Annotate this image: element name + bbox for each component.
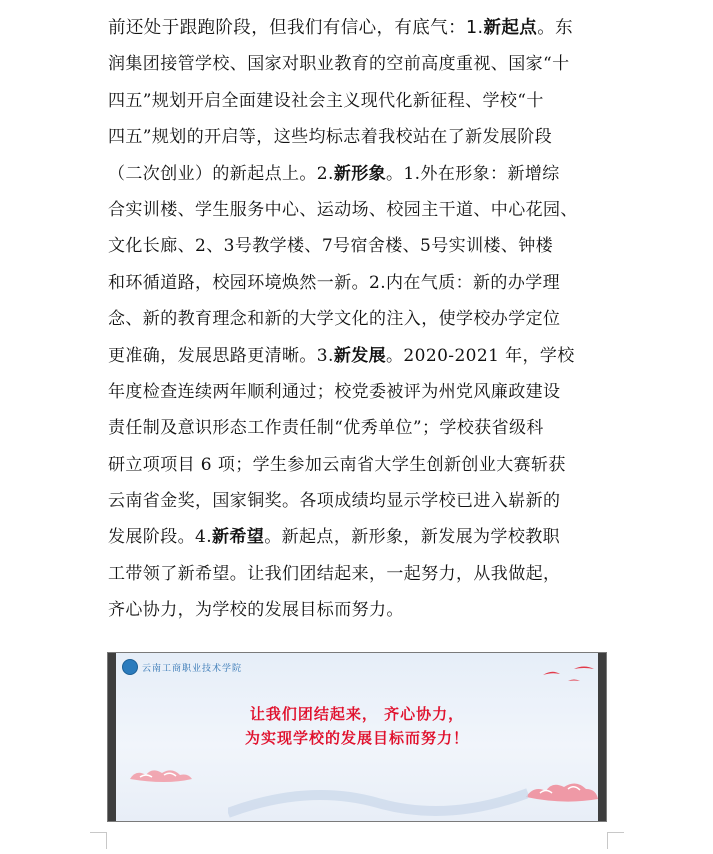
text-segment: 。2020-2021 年，学校	[386, 345, 575, 366]
text-line	[108, 301, 608, 337]
slogan-line-1: 让我们团结起来， 齐心协力，	[249, 705, 465, 723]
text-line	[108, 410, 608, 446]
slide-header	[122, 657, 242, 677]
auspicious-cloud-icon	[126, 761, 196, 791]
text-line	[108, 519, 608, 555]
text-line	[108, 338, 608, 374]
text-line	[108, 556, 608, 592]
text-segment: 合实训楼、学生服务中心、运动场、校园主干道、中心花园、	[108, 199, 578, 220]
text-segment: 年度检查连续两年顺利通过；校党委被评为州党风廉政建设	[108, 381, 561, 402]
text-segment: 责任制及意识形态工作责任制“优秀单位”；学校获省级科	[108, 418, 544, 439]
text-segment: 工带领了新希望。让我们团结起来，一起努力，从我做起，	[108, 563, 561, 584]
slogan-line-2: 为实现学校的发展目标而努力！	[244, 729, 469, 747]
text-segment: 云南省金奖，国家铜奖。各项成绩均显示学校已进入崭新的	[108, 491, 561, 512]
text-segment: 。东	[537, 18, 574, 38]
text-line	[108, 592, 608, 628]
flying-birds-icon	[538, 661, 607, 691]
text-segment: 念、新的教育理念和新的大学文化的注入，使学校办学定位	[108, 309, 561, 330]
bold-heading-text: 新起点	[483, 18, 538, 38]
text-line	[108, 483, 608, 519]
page-corner-bottom-left	[90, 832, 107, 849]
text-line	[108, 228, 608, 264]
text-segment: 文化长廊、2、3号教学楼、7号宿舍楼、5号实训楼、钟楼	[108, 236, 554, 257]
bold-heading-text: 新发展	[333, 345, 387, 366]
text-line	[108, 192, 608, 228]
slide-school-name: 云南工商职业技术学院	[142, 663, 243, 674]
text-segment: 前还处于跟跑阶段，但我们有信心，有底气：1.	[108, 18, 484, 38]
page-corner-bottom-right	[607, 832, 624, 849]
auspicious-cloud-icon	[520, 771, 600, 811]
text-line	[108, 156, 608, 192]
text-segment: 和环循道路，校园环境焕然一新。2.内在气质：新的办学理	[108, 272, 561, 293]
text-segment: 润集团接管学校、国家对职业教育的空前高度重视、国家“十	[108, 54, 570, 75]
document-body-paragraph	[108, 10, 608, 629]
text-segment: 更准确，发展思路更清晰。3.	[108, 345, 334, 366]
text-line	[108, 374, 608, 410]
text-segment: 。1.外在形象：新增综	[386, 163, 560, 184]
bold-heading-text: 新形象	[333, 163, 387, 184]
text-line	[108, 10, 608, 46]
text-segment: （二次创业）的新起点上。2.	[108, 163, 334, 184]
text-segment: 齐心协力，为学校的发展目标而努力。	[108, 600, 404, 621]
bold-heading-text: 新希望	[212, 527, 265, 548]
text-segment: 四五”规划开启全面建设社会主义现代化新征程、学校“十	[108, 90, 544, 111]
text-line	[108, 46, 608, 82]
decorative-swirl	[228, 773, 528, 822]
text-segment: 研立项项目 6 项；学生参加云南省大学生创新创业大赛斩获	[108, 454, 566, 475]
school-logo-icon	[122, 659, 138, 675]
text-line	[108, 119, 608, 155]
slogan-slide-image	[107, 652, 607, 822]
text-line	[108, 83, 608, 119]
text-segment: 四五”规划的开启等，这些均标志着我校站在了新发展阶段	[108, 127, 553, 148]
text-line	[108, 447, 608, 483]
text-line	[108, 265, 608, 301]
text-segment: 。新起点，新形象，新发展为学校教职	[264, 527, 561, 548]
text-segment: 发展阶段。4.	[108, 527, 213, 548]
